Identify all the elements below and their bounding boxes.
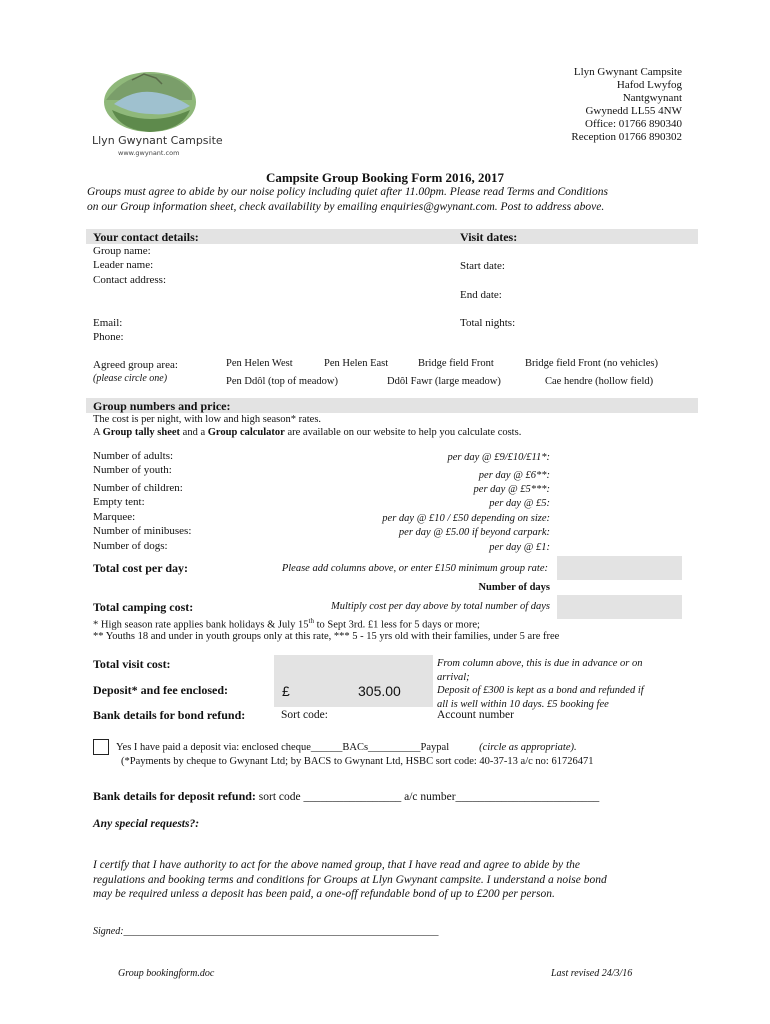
rate-label: per day @ £5: [489,498,550,509]
total-nights-label: Total nights: [460,317,516,329]
signature-line[interactable]: Signed:_______________________________________________________________ [93,926,439,937]
lake-mountain-logo-icon [92,70,216,138]
currency-symbol: £ [282,683,290,699]
contact-heading: Your contact details: [93,230,199,244]
deposit-amount: 305.00 [358,683,401,699]
number-of-days-label: Number of days [478,582,550,593]
payment-instructions: (*Payments by cheque to Gwynant Ltd; by BACS to Gwynant Ltd, HSBC sort code: 40-37-13 a/c no: 61726471 [121,756,594,767]
special-requests-label: Any special requests?: [93,818,200,830]
logo-name: Llyn Gwynant Campsite [92,134,223,147]
sort-code-label: Sort code: [281,709,328,721]
count-label: Marquee: [93,511,136,523]
deposit-method-line: Yes I have paid a deposit via: enclosed cheque______BACs__________Paypal (circle as appropriate). [116,742,577,753]
count-label: Number of minibuses: [93,525,192,537]
contact-address-label: Contact address: [93,274,167,286]
payment-note: From column above, this is due in advance or on arrival; Deposit of £300 is kept as a bond and refunded if all is well within 10 days. £5 booking fee [437,658,644,710]
total-visit-label: Total visit cost: [93,657,171,671]
total-camping-field[interactable] [557,595,682,619]
campsite-logo [92,70,223,162]
footer-filename: Group bookingform.doc [118,968,215,979]
intro-line: on our Group information sheet, check availability by emailing enquiries@gwynant.com. Post to address above. [87,201,605,213]
numbers-heading: Group numbers and price: [93,399,231,413]
email-label: Email: [93,317,123,329]
start-date-label: Start date: [460,260,505,272]
rate-label: per day @ £9/£10/£11*: [447,452,550,463]
area-option[interactable]: Ddôl Fawr (large meadow) [387,376,501,387]
address-line: Llyn Gwynant Campsite [573,66,682,78]
account-number-label: Account number [437,709,514,721]
payment-amount-box[interactable] [274,655,433,707]
deposit-refund-line: Bank details for deposit refund: sort code _________________ a/c number_________________________ [93,789,600,803]
address-line: Reception 01766 890302 [571,131,682,143]
area-option[interactable]: Cae hendre (hollow field) [545,376,654,387]
count-label: Number of dogs: [93,540,168,552]
intro-line: Groups must agree to abide by our noise policy including quiet after 11.00pm. Please read Terms and Conditions [87,186,608,198]
area-hint: (please circle one) [93,373,168,384]
area-option[interactable]: Pen Helen West [226,358,293,369]
end-date-label: End date: [460,289,502,301]
total-per-day-note: Please add columns above, or enter £150 minimum group rate: [281,563,548,574]
area-option[interactable]: Pen Helen East [324,358,389,369]
footer-revised: Last revised 24/3/16 [551,968,633,979]
count-label: Empty tent: [93,496,145,508]
address-block [571,66,682,144]
area-option[interactable]: Pen Ddôl (top of meadow) [226,376,338,387]
rate-label: per day @ £6**: [478,470,550,481]
count-label: Number of children: [93,482,183,494]
area-label: Agreed group area: [93,359,178,371]
area-option[interactable]: Bridge field Front [418,358,494,369]
tally-sheet-link[interactable]: Group tally sheet [102,427,181,438]
leader-name-label: Leader name: [93,259,154,271]
rate-label: per day @ £1: [489,542,550,553]
count-label: Number of adults: [93,450,174,462]
cost-per-day-field[interactable] [557,556,682,580]
form-title: Campsite Group Booking Form 2016, 2017 [265,170,505,185]
address-line: Office: 01766 890340 [585,118,682,130]
rate-label: per day @ £5.00 if beyond carpark: [398,527,550,538]
deposit-label: Deposit* and fee enclosed: [93,683,228,697]
visit-heading: Visit dates: [460,230,518,244]
count-label: Number of youth: [93,464,172,476]
total-camping-label: Total camping cost: [93,600,194,614]
calculator-note: A Group tally sheet and a Group calculator are available on our website to help you calculate costs. [93,427,522,438]
bond-bank-label: Bank details for bond refund: [93,708,246,722]
total-per-day-label: Total cost per day: [93,561,189,575]
footnote: ** Youths 18 and under in youth groups only at this rate, *** 5 - 15 yrs old with their families, under 5 are free [93,631,560,642]
rate-label: per day @ £5***: [473,484,550,495]
rate-label: per day @ £10 / £50 depending on size: [382,513,550,524]
calculator-link[interactable]: Group calculator [207,427,285,438]
logo-url: www.gwynant.com [118,149,180,157]
certification: I certify that I have authority to act for the above named group, that I have read and agree to abide by the regulations and booking terms and conditions for Groups at Llyn Gwynant campsite. I understand a noise bond may be required unless a deposit has been paid, a one-off refundable bond of up to £200 per person. [93,859,607,900]
total-camping-note: Multiply cost per day above by total number of days [331,601,550,612]
address-line: Hafod Lwyfog [616,79,682,91]
area-option[interactable]: Bridge field Front (no vehicles) [525,358,658,369]
phone-label: Phone: [93,331,124,343]
footnote: * High season rate applies bank holidays & July 15th to Sept 3rd. £1 less for 5 days or more; [93,617,480,631]
address-line: Gwynedd LL55 4NW [585,105,682,117]
deposit-checkbox[interactable] [93,739,109,755]
address-line: Nantgwynant [622,92,682,104]
cost-note: The cost is per night, with low and high season* rates. [93,414,322,425]
group-name-label: Group name: [93,245,151,257]
